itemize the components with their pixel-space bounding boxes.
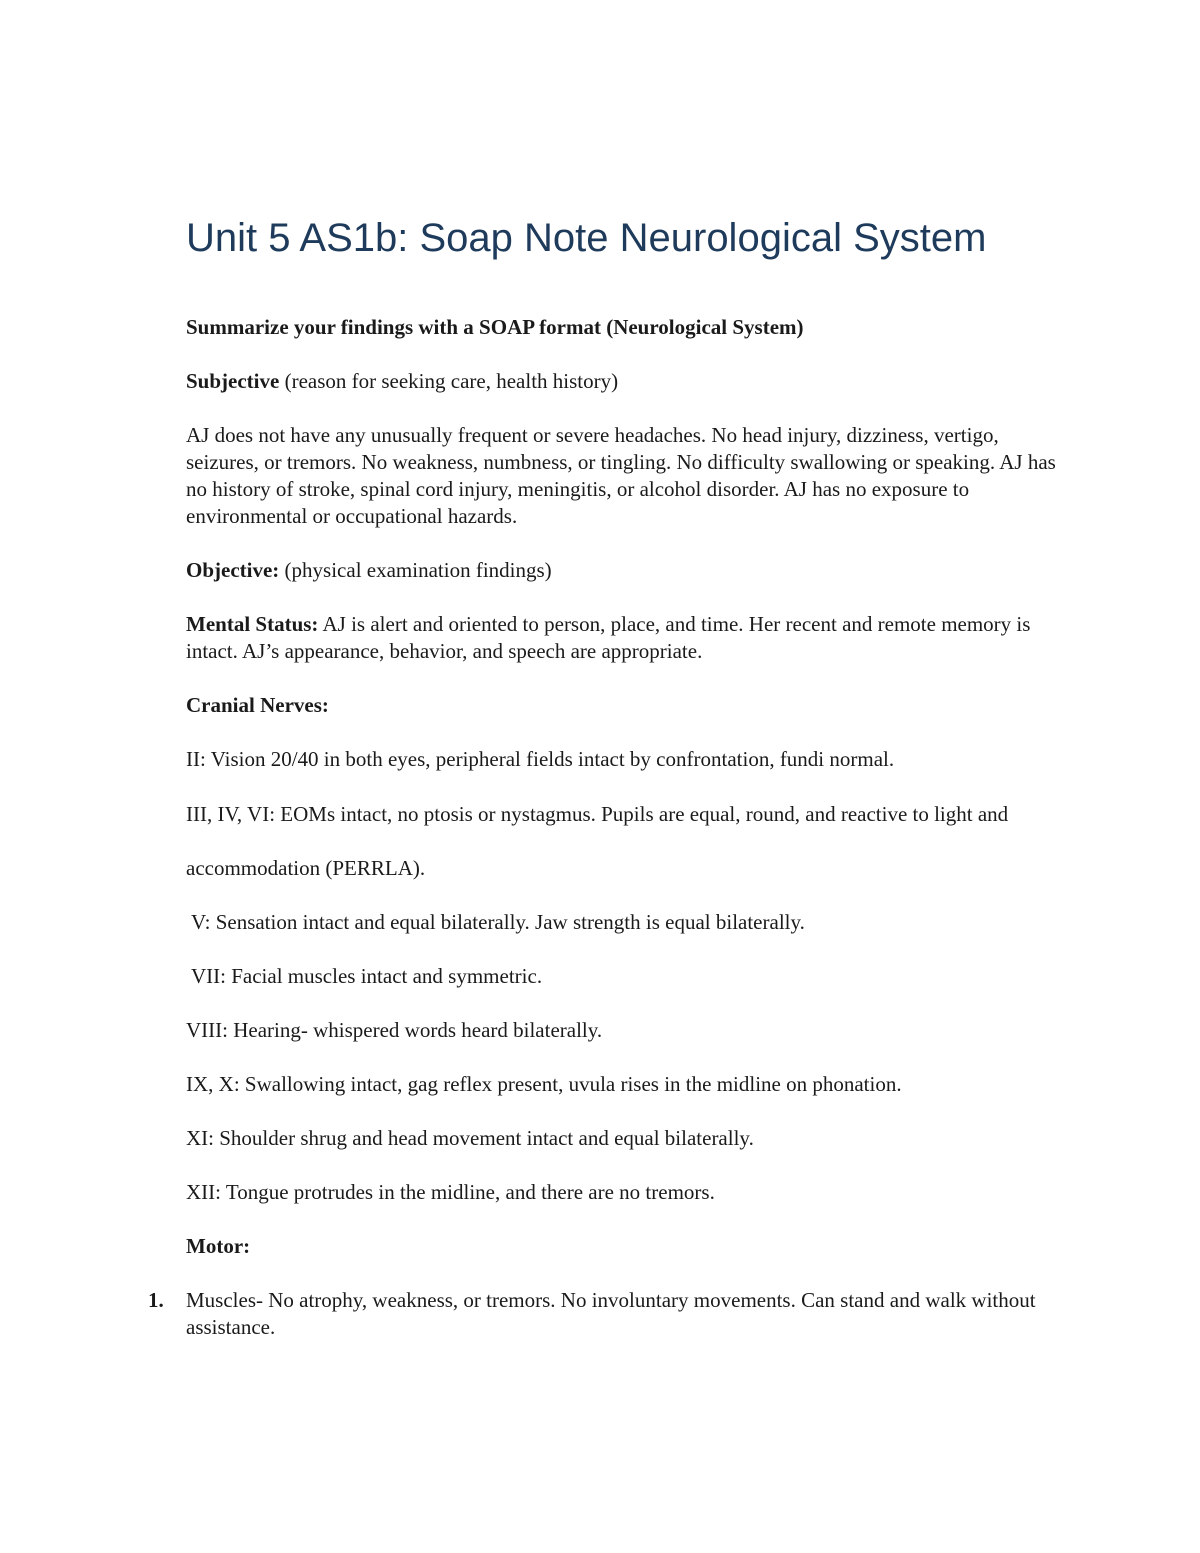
cranial-nerve-item [186, 787, 1066, 895]
cranial-nerve-text: : Hearing- whispered words heard bilaterally. [222, 1018, 603, 1042]
subjective-heading [186, 368, 1066, 395]
cranial-nerve-item [186, 1125, 1066, 1152]
cranial-nerve-item [186, 1071, 1066, 1098]
intro-paragraph [186, 314, 1066, 341]
cranial-nerve-label: XI [186, 1126, 209, 1150]
cranial-nerves-label: Cranial Nerves: [186, 693, 329, 717]
objective-heading [186, 557, 1066, 584]
motor-heading [186, 1233, 1066, 1260]
cranial-nerve-item [186, 909, 1066, 936]
mental-status-body: AJ is alert and oriented to person, place, and time. Her recent and remote memory is intact. AJ’s appearance, behavior, and speech are appropriate. [186, 612, 1031, 663]
cranial-nerve-label: II [186, 747, 200, 771]
subjective-label: Subjective [186, 369, 280, 393]
objective-label: Objective: [186, 558, 280, 582]
cranial-nerve-text: : Vision 20/40 in both eyes, peripheral fields intact by confrontation, fundi normal. [200, 747, 895, 771]
motor-list-item [148, 1287, 1066, 1341]
mental-status-paragraph [186, 611, 1066, 665]
mental-status-label: Mental Status: [186, 612, 319, 636]
cranial-nerve-item [186, 746, 1066, 773]
cranial-nerve-label: VIII [186, 1018, 223, 1042]
cranial-nerve-item [186, 963, 1066, 990]
intro-text: Summarize your findings with a SOAP format (Neurological System) [186, 315, 804, 339]
subjective-body: AJ does not have any unusually frequent or severe headaches. No head injury, dizziness, vertigo, seizures, or tremors. No weakness, numbness, or tingling. No difficulty swallowing or speaking. AJ has no history of stroke, spinal cord injury, meningitis, or alcohol disorder. AJ has no exposure to environmental or occupational hazards. [186, 423, 1056, 528]
cranial-nerve-text: : EOMs intact, no ptosis or nystagmus. Pupils are equal, round, and reactive to light and accommodation (PERRLA). [186, 802, 1009, 880]
cranial-nerve-label: III, IV, VI [186, 802, 270, 826]
cranial-nerve-label: XII [186, 1180, 216, 1204]
cranial-nerve-text: : Tongue protrudes in the midline, and there are no tremors. [215, 1180, 715, 1204]
cranial-nerve-text: : Swallowing intact, gag reflex present, uvula rises in the midline on phonation. [233, 1072, 902, 1096]
document-title: Unit 5 AS1b: Soap Note Neurological System [186, 216, 987, 260]
cranial-nerve-text: : Facial muscles intact and symmetric. [220, 964, 543, 988]
cranial-nerve-label: IX, X [186, 1072, 234, 1096]
cranial-nerve-text: : Sensation intact and equal bilaterally. Jaw strength is equal bilaterally. [204, 910, 805, 934]
list-item-text: Muscles- No atrophy, weakness, or tremors. No involuntary movements. Can stand and walk without assistance. [186, 1288, 1036, 1339]
document-content [148, 210, 1066, 1341]
objective-note: (physical examination findings) [279, 558, 552, 582]
cranial-nerve-item [186, 1179, 1066, 1206]
cranial-nerve-text: : Shoulder shrug and head movement intact and equal bilaterally. [208, 1126, 754, 1150]
cranial-nerves-heading [186, 692, 1066, 719]
cranial-nerve-label: V [191, 910, 205, 934]
cranial-nerve-item [186, 1017, 1066, 1044]
motor-label: Motor: [186, 1234, 251, 1258]
list-number: 1. [148, 1288, 164, 1312]
cranial-nerve-label: VII [191, 964, 221, 988]
subjective-note: (reason for seeking care, health history) [279, 369, 619, 393]
